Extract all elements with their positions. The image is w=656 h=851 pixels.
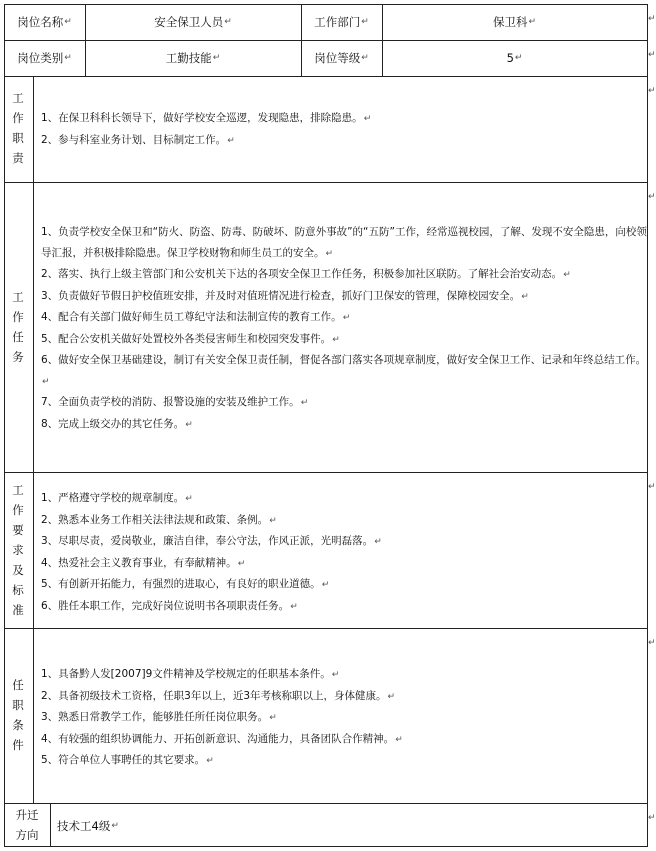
job-category-label: 岗位类别 ↵ — [17, 51, 72, 65]
job-category-value: 工勤技能 ↵ — [165, 51, 221, 65]
section-label-divider — [33, 76, 34, 803]
list-item: 2、落实、执行上级主管部门和公安机关下达的各项安全保卫工作任务，积极参加社区联防。了解社会治安动态。↵ — [41, 268, 571, 280]
list-item: 4、有较强的组织协调能力、开拓创新意识、沟通能力，具备团队合作精神。↵ — [41, 732, 403, 745]
list-item: 2、参与科室业务计划、目标制定工作。↵ — [41, 133, 235, 146]
row-divider — [4, 76, 648, 77]
row-end-mark: ↵ — [648, 86, 656, 96]
job-title-label: 岗位名称 ↵ — [17, 15, 72, 29]
job-grade-value: 5 ↵ — [506, 51, 523, 65]
list-item: 5、符合单位人事聘任的其它要求。↵ — [41, 754, 214, 766]
list-item: 6、做好安全保卫基础建设，制订有关安全保卫责任制，督促各部门落实各项规章制度，做好安全保卫工作、记录和年终总结工作。↵ — [41, 354, 647, 387]
list-item: 2、具备初级技术工资格，任职3年以上，近3年考核称职以上，身体健康。↵ — [41, 689, 396, 702]
row-end-mark: ↵ — [648, 482, 656, 492]
row-divider — [4, 628, 648, 629]
row-end-mark: ↵ — [648, 14, 656, 24]
department-label: 工作部门 ↵ — [314, 15, 369, 29]
standards-label: 工 作 要 求 及 标 准 — [12, 483, 24, 617]
duties-list — [41, 108, 647, 151]
list-item: 1、严格遵守学校的规章制度。↵ — [41, 492, 193, 504]
list-item: 3、尽职尽责，爱岗敬业，廉洁自律，奉公守法，作风正派，光明磊落。↵ — [41, 535, 382, 547]
tasks-label: 工 作 任 务 — [12, 290, 24, 364]
list-item: 7、全面负责学校的消防、报警设施的安装及维护工作。↵ — [41, 396, 309, 408]
row-divider — [4, 803, 648, 804]
list-item: 1、具备黔人发[2007]9文件精神及学校规定的任职基本条件。↵ — [41, 668, 340, 680]
list-item: 5、配合公安机关做好处置校外各类侵害师生和校园突发事件。↵ — [41, 332, 340, 345]
list-item: 4、配合有关部门做好师生员工尊纪守法和法制宣传的教育工作。↵ — [41, 311, 351, 323]
row-end-mark: ↵ — [648, 50, 656, 60]
list-item: 1、负责学校安全保卫和“防火、防盗、防毒、防破坏、防意外事故”的“五防”工作，经常巡视校园，了解、发现不安全隐患，向校领导汇报，并积极排除隐患。保卫学校财物和师生员工的安全。↵ — [41, 226, 647, 259]
promotion-value: 技术工4级 ↵ — [57, 819, 119, 833]
row-divider — [4, 182, 648, 183]
standards-list — [41, 488, 647, 617]
list-item: 6、胜任本职工作，完成好岗位说明书各项职责任务。↵ — [41, 599, 298, 612]
list-item: 3、熟悉日常教学工作，能够胜任所任岗位职务。↵ — [41, 711, 277, 723]
department-value: 保卫科 ↵ — [492, 15, 537, 29]
list-item: 8、完成上级交办的其它任务。↵ — [41, 417, 193, 430]
list-item: 1、在保卫科科长领导下，做好学校安全巡逻，发现隐患，排除隐患。↵ — [41, 112, 372, 124]
list-item: 5、有创新开拓能力，有强烈的进取心，有良好的职业道德。↵ — [41, 578, 330, 590]
job-grade-label: 岗位等级 ↵ — [314, 51, 369, 65]
table-border-bottom — [4, 846, 648, 847]
job-title-value: 安全保卫人员 ↵ — [154, 15, 232, 29]
row-end-mark: ↵ — [648, 638, 656, 648]
qualifications-list — [41, 664, 647, 772]
promotion-label-divider — [50, 803, 51, 846]
list-item: 4、热爱社会主义教育事业，有奉献精神。↵ — [41, 556, 246, 569]
tasks-list — [41, 222, 647, 435]
row-end-mark: ↵ — [648, 192, 656, 202]
table-border-right — [647, 4, 648, 847]
qualifications-label: 任 职 条 件 — [12, 678, 24, 752]
duties-label: 工 作 职 责 — [12, 91, 24, 165]
list-item: 3、负责做好节假日护校值班安排，并及时对值班情况进行检查，抓好门卫保安的管理，保障校园安全。↵ — [41, 289, 529, 302]
promotion-label: 升迁 方向 — [15, 808, 39, 842]
row-divider — [4, 472, 648, 473]
list-item: 2、熟悉本业务工作相关法律法规和政策、条例。↵ — [41, 513, 277, 526]
row-end-mark: ↵ — [648, 813, 656, 823]
